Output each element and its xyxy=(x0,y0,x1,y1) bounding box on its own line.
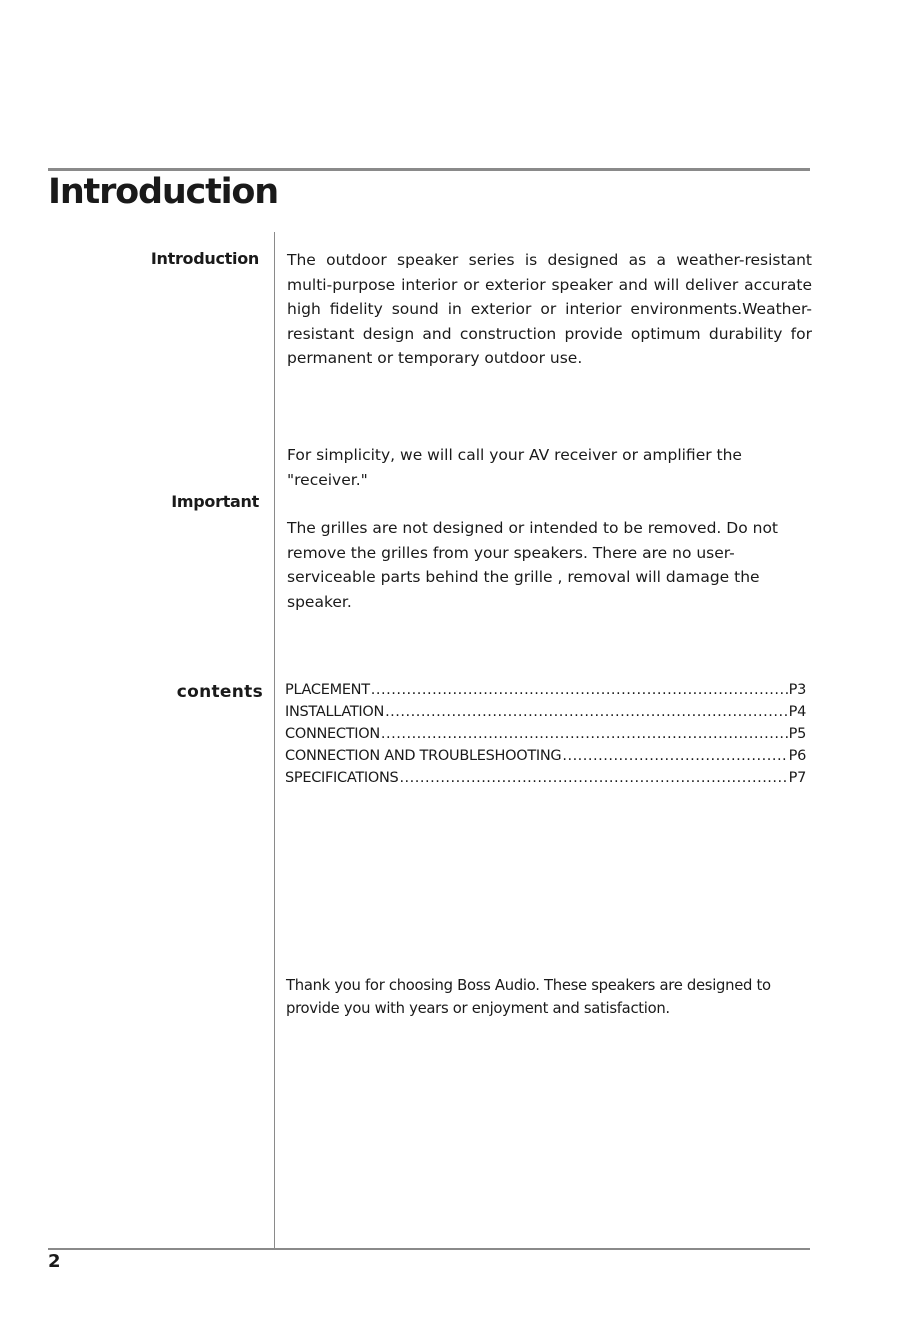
toc-entry-page: P4 xyxy=(788,704,806,720)
toc-entry-connection[interactable] xyxy=(285,726,806,748)
toc-dot-leader xyxy=(399,770,787,786)
toc-entry-installation[interactable] xyxy=(285,704,806,726)
toc-dot-leader xyxy=(385,704,788,720)
toc-entry-connection-troubleshooting[interactable] xyxy=(285,748,806,770)
toc-entry-label: CONNECTION xyxy=(285,726,380,742)
table-of-contents xyxy=(285,682,806,792)
toc-entry-page: P6 xyxy=(788,748,806,764)
toc-entry-label: INSTALLATION xyxy=(285,704,385,720)
toc-dot-leader xyxy=(371,682,788,698)
toc-entry-page: P5 xyxy=(788,726,806,742)
toc-dot-leader xyxy=(381,726,788,742)
thank-you-note: Thank you for choosing Boss Audio. These speakers are designed to provide you with years or enjoyment and satisfaction. xyxy=(286,977,771,1017)
page-title: Introduction xyxy=(48,172,278,212)
toc-entry-placement[interactable] xyxy=(285,682,806,704)
toc-entry-page: P3 xyxy=(788,682,806,698)
top-rule xyxy=(48,168,810,171)
column-divider xyxy=(274,232,275,1248)
toc-entry-page: P7 xyxy=(788,770,806,786)
section-label-introduction: Introduction xyxy=(150,249,259,268)
toc-entry-specifications[interactable] xyxy=(285,770,806,792)
section-label-contents: contents xyxy=(176,682,263,702)
important-paragraph: The grilles are not designed or intended to be removed. Do not remove the grilles from your speakers. There are no user-serviceable parts behind the grille , removal will damage the speaker. xyxy=(287,519,779,611)
bottom-rule xyxy=(48,1248,810,1250)
toc-dot-leader xyxy=(562,748,787,764)
page-number: 2 xyxy=(48,1251,61,1272)
introduction-paragraph: The outdoor speaker series is designed as a weather-resistant multi-purpose interior or exterior speaker and will deliver accurate high fidelity sound in exterior or interior environments.Weather-resistant design and construction provide optimum durability for permanent or temporary outdoor use. xyxy=(287,251,812,367)
section-label-important: Important xyxy=(171,492,259,511)
toc-entry-label: PLACEMENT xyxy=(285,682,370,698)
toc-entry-label: SPECIFICATIONS xyxy=(285,770,399,786)
receiver-note: For simplicity, we will call your AV receiver or amplifier the "receiver." xyxy=(287,446,742,489)
toc-entry-label: CONNECTION AND TROUBLESHOOTING xyxy=(285,748,562,764)
